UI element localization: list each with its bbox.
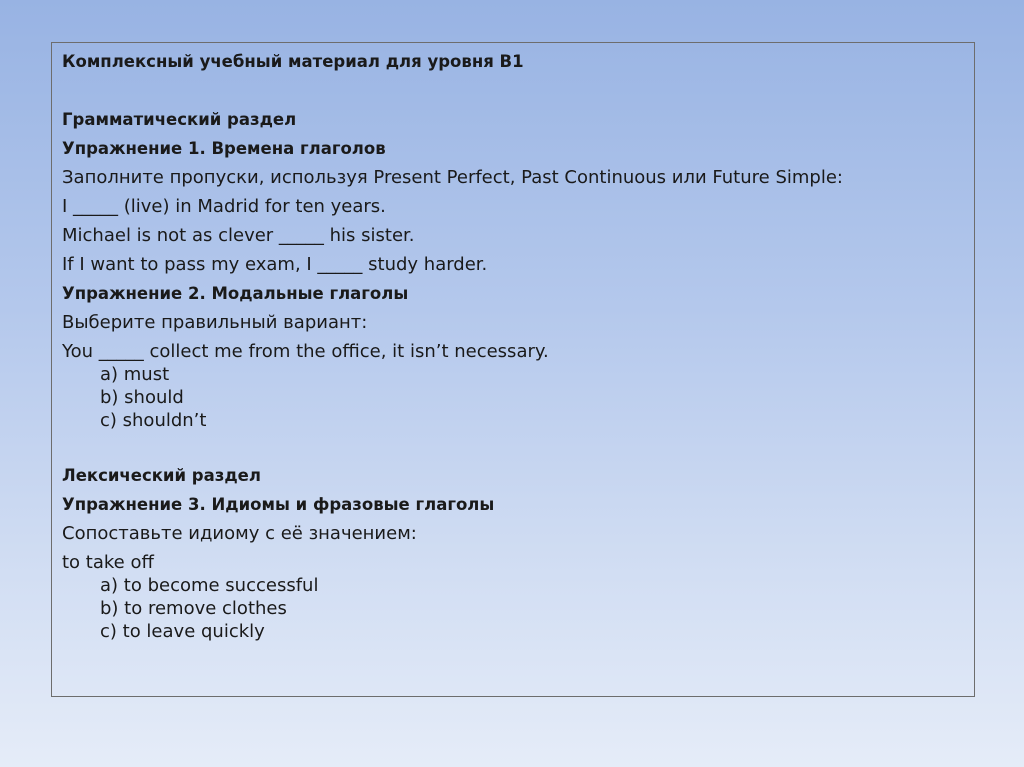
- grammar-section-title: Грамматический раздел: [62, 110, 297, 129]
- exercise-1-title: Упражнение 1. Времена глаголов: [62, 139, 386, 158]
- slide-content: [62, 47, 962, 643]
- exercise-2-title: Упражнение 2. Модальные глаголы: [62, 284, 409, 303]
- exercise-2-option: c) shouldn’t: [100, 410, 207, 431]
- exercise-2-option: a) must: [100, 364, 170, 385]
- exercise-1-item: I _____ (live) in Madrid for ten years.: [62, 196, 386, 217]
- exercise-3-option: c) to leave quickly: [100, 621, 265, 642]
- exercise-3-option: b) to remove clothes: [100, 598, 287, 619]
- exercise-3-option: a) to become successful: [100, 575, 319, 596]
- exercise-3-question: to take off: [62, 552, 154, 573]
- slide-title: Комплексный учебный материал для уровня В1: [62, 52, 524, 71]
- spacer: [62, 76, 962, 105]
- exercise-1-item: Michael is not as clever _____ his sister.: [62, 225, 415, 246]
- exercise-2-instruction: Выберите правильный вариант:: [62, 312, 368, 333]
- lexis-section-title: Лексический раздел: [62, 466, 261, 485]
- exercise-3-title: Упражнение 3. Идиомы и фразовые глаголы: [62, 495, 495, 514]
- exercise-2-option: b) should: [100, 387, 184, 408]
- exercise-2-question: You _____ collect me from the office, it isn’t necessary.: [62, 341, 549, 362]
- spacer: [62, 432, 962, 461]
- exercise-1-item: If I want to pass my exam, I _____ study harder.: [62, 254, 488, 275]
- exercise-1-instruction: Заполните пропуски, используя Present Perfect, Past Continuous или Future Simple:: [62, 167, 843, 188]
- exercise-3-instruction: Сопоставьте идиому с её значением:: [62, 523, 417, 544]
